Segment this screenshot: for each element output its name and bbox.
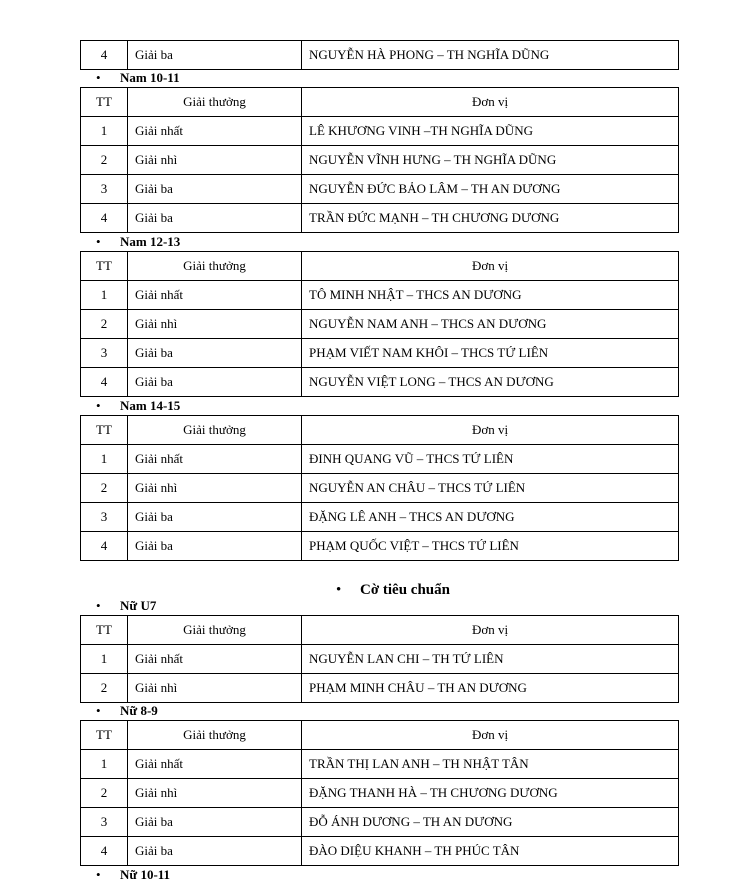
row-number: 2: [81, 779, 128, 808]
unit-cell: NGUYỄN LAN CHI – TH TỨ LIÊN: [302, 645, 679, 674]
unit-cell: PHẠM VIẾT NAM KHÔI – THCS TỨ LIÊN: [302, 339, 679, 368]
section-heading-nu-8-9: [96, 703, 158, 719]
table-header-row: [81, 721, 679, 750]
row-number: 4: [81, 41, 128, 70]
unit-cell: NGUYỄN ĐỨC BẢO LÂM – TH AN DƯƠNG: [302, 175, 679, 204]
results-table-nam-12-13: [80, 251, 679, 397]
table-row: [81, 339, 679, 368]
award-cell: Giải nhì: [128, 779, 302, 808]
bullet: •: [96, 398, 101, 413]
table-row: [81, 779, 679, 808]
award-cell: Giải nhất: [128, 445, 302, 474]
table-row: [81, 474, 679, 503]
award-cell: Giải ba: [128, 204, 302, 233]
header-tt: TT: [81, 721, 128, 750]
table-row: [81, 837, 679, 866]
table-row: [81, 368, 679, 397]
row-number: 3: [81, 175, 128, 204]
header-unit: Đơn vị: [302, 721, 679, 750]
results-table-nam-14-15: [80, 415, 679, 561]
unit-cell: ĐỖ ÁNH DƯƠNG – TH AN DƯƠNG: [302, 808, 679, 837]
bullet: •: [96, 867, 101, 882]
table-row: [81, 645, 679, 674]
table-row: [81, 146, 679, 175]
results-table-continued: [80, 40, 679, 70]
header-unit: Đơn vị: [302, 252, 679, 281]
award-cell: Giải ba: [128, 175, 302, 204]
bullet: •: [96, 234, 101, 249]
section-heading-nu-10-11: [96, 867, 170, 883]
results-table-nam-10-11: [80, 87, 679, 233]
award-cell: Giải ba: [128, 532, 302, 561]
unit-cell: ĐÀO DIỆU KHANH – TH PHÚC TÂN: [302, 837, 679, 866]
award-cell: Giải nhất: [128, 750, 302, 779]
row-number: 1: [81, 445, 128, 474]
major-heading-text: Cờ tiêu chuẩn: [360, 581, 450, 598]
section-title: Nam 10-11: [120, 70, 180, 85]
bullet: •: [336, 581, 342, 598]
row-number: 1: [81, 750, 128, 779]
unit-cell: NGUYỄN HÀ PHONG – TH NGHĨA DŨNG: [302, 41, 679, 70]
row-number: 2: [81, 474, 128, 503]
unit-cell: ĐINH QUANG VŨ – THCS TỨ LIÊN: [302, 445, 679, 474]
row-number: 2: [81, 310, 128, 339]
award-cell: Giải nhì: [128, 146, 302, 175]
row-number: 4: [81, 532, 128, 561]
table-header-row: [81, 252, 679, 281]
table-row: [81, 310, 679, 339]
row-number: 3: [81, 503, 128, 532]
table-header-row: [81, 616, 679, 645]
table-row: [81, 674, 679, 703]
section-heading-nam-10-11: [96, 70, 180, 86]
unit-cell: ĐẶNG THANH HÀ – TH CHƯƠNG DƯƠNG: [302, 779, 679, 808]
table-row: [81, 445, 679, 474]
unit-cell: NGUYỄN NAM ANH – THCS AN DƯƠNG: [302, 310, 679, 339]
unit-cell: TÔ MINH NHẬT – THCS AN DƯƠNG: [302, 281, 679, 310]
table-row: [81, 117, 679, 146]
unit-cell: PHẠM QUỐC VIỆT – THCS TỨ LIÊN: [302, 532, 679, 561]
section-heading-nam-14-15: [96, 398, 180, 414]
header-tt: TT: [81, 416, 128, 445]
bullet: •: [96, 703, 101, 718]
award-cell: Giải nhất: [128, 645, 302, 674]
award-cell: Giải ba: [128, 808, 302, 837]
table-row: [81, 175, 679, 204]
award-cell: Giải nhất: [128, 281, 302, 310]
award-cell: Giải nhì: [128, 674, 302, 703]
header-unit: Đơn vị: [302, 88, 679, 117]
row-number: 4: [81, 837, 128, 866]
unit-cell: TRẦN THỊ LAN ANH – TH NHẬT TÂN: [302, 750, 679, 779]
table-row: [81, 503, 679, 532]
unit-cell: ĐẶNG LÊ ANH – THCS AN DƯƠNG: [302, 503, 679, 532]
award-cell: Giải nhất: [128, 117, 302, 146]
header-tt: TT: [81, 616, 128, 645]
unit-cell: TRẦN ĐỨC MẠNH – TH CHƯƠNG DƯƠNG: [302, 204, 679, 233]
header-unit: Đơn vị: [302, 416, 679, 445]
results-table-nu-8-9: [80, 720, 679, 866]
table-row: [81, 750, 679, 779]
header-award: Giải thưởng: [128, 416, 302, 445]
bullet: •: [96, 598, 101, 613]
unit-cell: LÊ KHƯƠNG VINH –TH NGHĨA DŨNG: [302, 117, 679, 146]
section-heading-nu-u7: [96, 598, 156, 614]
row-number: 1: [81, 281, 128, 310]
table-row: [81, 204, 679, 233]
row-number: 3: [81, 808, 128, 837]
row-number: 2: [81, 146, 128, 175]
award-cell: Giải nhì: [128, 474, 302, 503]
award-cell: Giải nhì: [128, 310, 302, 339]
award-cell: Giải ba: [128, 368, 302, 397]
major-heading-co-tieu-chuan: [336, 580, 450, 600]
row-number: 2: [81, 674, 128, 703]
table-row: [81, 41, 679, 70]
unit-cell: NGUYỄN VĨNH HƯNG – TH NGHĨA DŨNG: [302, 146, 679, 175]
bullet: •: [96, 70, 101, 85]
row-number: 4: [81, 204, 128, 233]
unit-cell: PHẠM MINH CHÂU – TH AN DƯƠNG: [302, 674, 679, 703]
header-tt: TT: [81, 252, 128, 281]
results-table-nu-u7: [80, 615, 679, 703]
award-cell: Giải ba: [128, 41, 302, 70]
section-title: Nam 12-13: [120, 234, 181, 249]
section-title: Nữ 8-9: [120, 703, 158, 718]
row-number: 3: [81, 339, 128, 368]
unit-cell: NGUYỄN AN CHÂU – THCS TỨ LIÊN: [302, 474, 679, 503]
section-title: Nữ U7: [120, 598, 157, 613]
header-award: Giải thưởng: [128, 616, 302, 645]
row-number: 4: [81, 368, 128, 397]
section-title: Nữ 10-11: [120, 867, 171, 882]
award-cell: Giải ba: [128, 339, 302, 368]
section-heading-nam-12-13: [96, 234, 180, 250]
table-header-row: [81, 416, 679, 445]
table-header-row: [81, 88, 679, 117]
header-tt: TT: [81, 88, 128, 117]
header-award: Giải thưởng: [128, 721, 302, 750]
table-row: [81, 281, 679, 310]
table-row: [81, 532, 679, 561]
header-award: Giải thưởng: [128, 88, 302, 117]
row-number: 1: [81, 117, 128, 146]
header-unit: Đơn vị: [302, 616, 679, 645]
award-cell: Giải ba: [128, 837, 302, 866]
unit-cell: NGUYỄN VIỆT LONG – THCS AN DƯƠNG: [302, 368, 679, 397]
table-row: [81, 808, 679, 837]
award-cell: Giải ba: [128, 503, 302, 532]
section-title: Nam 14-15: [120, 398, 181, 413]
row-number: 1: [81, 645, 128, 674]
header-award: Giải thưởng: [128, 252, 302, 281]
